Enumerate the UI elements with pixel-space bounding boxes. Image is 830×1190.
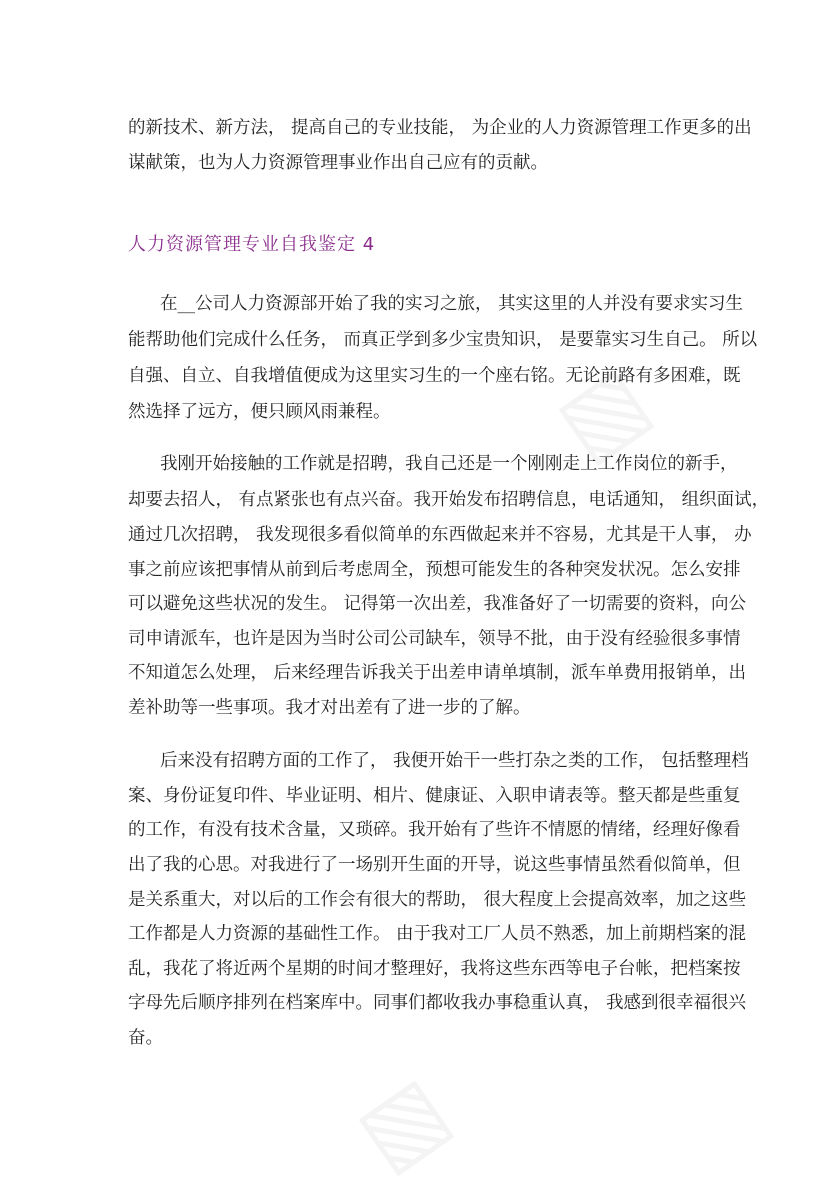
continuation-line: 谋献策，也为人力资源管理事业作出自己应有的贡献。 — [128, 153, 548, 173]
paragraph-line: 能帮助他们完成什么任务， 而真正学到多少宝贵知识， 是要靠实习生自己。 所以 — [128, 330, 758, 350]
watermark: ▧ — [537, 345, 668, 480]
paragraph-line: 通过几次招聘， 我发现很多看似简单的东西做起来并不容易，尤其是干人事， 办 — [128, 525, 752, 545]
paragraph-line: 可以避免这些状况的发生。 记得第一次出差，我准备好了一切需要的资料，向公 — [128, 594, 747, 614]
paragraph-line: 司申请派车，也许是因为当时公司公司缺车，领导不批，由于没有经验很多事情 — [128, 629, 741, 649]
paragraph-line: 奋。 — [128, 1028, 163, 1048]
paragraph-line: 是关系重大，对以后的工作会有很大的帮助， 很大程度上会提高效率，加之这些 — [128, 890, 747, 910]
paragraph-line: 差补助等一些事项。我才对出差有了进一步的了解。 — [128, 698, 531, 718]
continuation-line: 的新技术、新方法， 提高自己的专业技能， 为企业的人力资源管理工作更多的出 — [128, 118, 752, 138]
paragraph-line: 出了我的心思。对我进行了一场别开生面的开导，说这些事情虽然看似简单，但 — [128, 855, 741, 875]
paragraph-line: 案、身份证复印件、毕业证明、相片、健康证、入职申请表等。整天都是些重复 — [128, 786, 741, 806]
paragraph-line: 字母先后顺序排列在档案库中。同事们都收我办事稳重认真， 我感到很幸福很兴 — [128, 993, 747, 1013]
paragraph-line: 自强、自立、自我增值便成为这里实习生的一个座右铭。无论前路有多困难，既 — [128, 366, 741, 386]
paragraph-line: 却要去招人， 有点紧张也有点兴奋。我开始发布招聘信息，电话通知， 组织面试， — [128, 490, 770, 510]
paragraph-line: 然选择了远方，便只顾风雨兼程。 — [128, 402, 391, 422]
paragraph-line: 乱，我花了将近两个星期的时间才整理好，我将这些东西等电子台帐，把档案按 — [128, 959, 741, 979]
paragraph-line: 工作都是人力资源的基础性工作。 由于我对工厂人员不熟悉，加上前期档案的混 — [128, 924, 747, 944]
paragraph-line: 不知道怎么处理， 后来经理告诉我关于出差申请单填制，派车单费用报销单，出 — [128, 663, 747, 683]
watermark: ▧ — [337, 1055, 468, 1190]
paragraph-line: 在__公司人力资源部开始了我的实习之旅， 其实这里的人并没有要求实习生 — [160, 294, 744, 314]
paragraph-line: 事之前应该把事情从前到后考虑周全，预想可能发生的各种突发状况。怎么安排 — [128, 560, 741, 580]
paragraph-line: 我刚开始接触的工作就是招聘，我自己还是一个刚刚走上工作岗位的新手， — [160, 454, 738, 474]
paragraph-line: 的工作，有没有技术含量，又琐碎。我开始有了些许不情愿的情绪，经理好像看 — [128, 820, 741, 840]
section-title: 人力资源管理专业自我鉴定 4 — [128, 234, 376, 255]
paragraph-line: 后来没有招聘方面的工作了， 我便开始干一些打杂之类的工作， 包括整理档 — [160, 751, 749, 771]
